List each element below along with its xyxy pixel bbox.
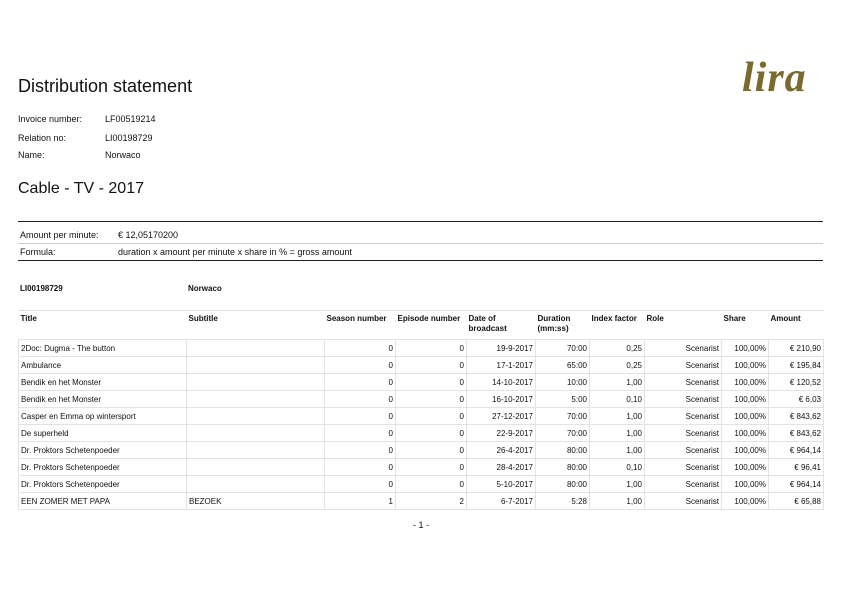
cell-duration: 65:00 — [536, 357, 590, 374]
cell-duration: 5:00 — [536, 391, 590, 408]
cell-role: Scenarist — [645, 476, 722, 493]
col-amount-header: Amount — [769, 311, 824, 340]
cell-episode: 0 — [396, 442, 467, 459]
invoice-number-value: LF00519214 — [105, 114, 156, 124]
cell-title: EEN ZOMER MET PAPA — [19, 493, 187, 510]
cell-date: 22-9-2017 — [467, 425, 536, 442]
cell-amount: € 210,90 — [769, 340, 824, 357]
cell-season: 0 — [325, 459, 396, 476]
cell-season: 0 — [325, 340, 396, 357]
cell-date: 5-10-2017 — [467, 476, 536, 493]
table-row — [19, 391, 824, 408]
cell-role: Scenarist — [645, 357, 722, 374]
cell-episode: 0 — [396, 476, 467, 493]
cell-index: 1,00 — [590, 374, 645, 391]
col-role-header: Role — [645, 311, 722, 340]
cell-date: 19-9-2017 — [467, 340, 536, 357]
cell-duration: 70:00 — [536, 408, 590, 425]
cell-amount: € 6,03 — [769, 391, 824, 408]
cell-episode: 0 — [396, 374, 467, 391]
cell-share: 100,00% — [722, 493, 769, 510]
cell-amount: € 120,52 — [769, 374, 824, 391]
cell-index: 1,00 — [590, 408, 645, 425]
table-row — [19, 459, 824, 476]
cell-subtitle: BEZOEK — [187, 493, 325, 510]
cell-role: Scenarist — [645, 493, 722, 510]
cell-title: Bendik en het Monster — [19, 391, 187, 408]
cell-title: Ambulance — [19, 357, 187, 374]
cell-season: 0 — [325, 425, 396, 442]
col-index-header: Index factor — [590, 311, 645, 340]
cell-season: 0 — [325, 357, 396, 374]
cell-date: 16-10-2017 — [467, 391, 536, 408]
cell-title: De superheld — [19, 425, 187, 442]
cell-subtitle — [187, 357, 325, 374]
cell-index: 1,00 — [590, 476, 645, 493]
page-number: - 1 - — [412, 520, 429, 530]
table-row — [19, 442, 824, 459]
cell-amount: € 195,84 — [769, 357, 824, 374]
cell-index: 0,25 — [590, 357, 645, 374]
cell-date: 17-1-2017 — [467, 357, 536, 374]
formula-top-divider — [18, 221, 823, 222]
formula-bottom-divider — [18, 260, 823, 261]
table-row — [19, 408, 824, 425]
cell-duration: 70:00 — [536, 425, 590, 442]
cell-share: 100,00% — [722, 391, 769, 408]
cell-date: 26-4-2017 — [467, 442, 536, 459]
cell-share: 100,00% — [722, 340, 769, 357]
cell-subtitle — [187, 476, 325, 493]
table-row — [19, 476, 824, 493]
cell-role: Scenarist — [645, 340, 722, 357]
cell-date: 6-7-2017 — [467, 493, 536, 510]
name-value: Norwaco — [105, 150, 141, 160]
cell-amount: € 964,14 — [769, 442, 824, 459]
cell-date: 28-4-2017 — [467, 459, 536, 476]
relation-id: LI00198729 — [20, 284, 63, 293]
cell-episode: 0 — [396, 425, 467, 442]
cell-amount: € 843,62 — [769, 408, 824, 425]
cell-share: 100,00% — [722, 425, 769, 442]
cell-amount: € 964,14 — [769, 476, 824, 493]
amount-per-minute-label: Amount per minute: — [20, 230, 99, 240]
cell-season: 0 — [325, 408, 396, 425]
cell-subtitle — [187, 442, 325, 459]
col-share-header: Share — [722, 311, 769, 340]
cell-episode: 0 — [396, 391, 467, 408]
col-duration-header: Duration (mm:ss) — [536, 311, 590, 340]
cell-amount: € 96,41 — [769, 459, 824, 476]
cell-subtitle — [187, 408, 325, 425]
formula-inner-divider — [18, 243, 823, 244]
cell-title: Dr. Proktors Schetenpoeder — [19, 476, 187, 493]
col-title-header: Title — [19, 311, 187, 340]
cell-share: 100,00% — [722, 357, 769, 374]
col-subtitle-header: Subtitle — [187, 311, 325, 340]
cell-episode: 2 — [396, 493, 467, 510]
cell-share: 100,00% — [722, 476, 769, 493]
section-title: Cable - TV - 2017 — [18, 180, 144, 197]
cell-episode: 0 — [396, 340, 467, 357]
col-date-header: Date of broadcast — [467, 311, 536, 340]
cell-share: 100,00% — [722, 442, 769, 459]
cell-season: 0 — [325, 391, 396, 408]
cell-index: 0,10 — [590, 459, 645, 476]
cell-role: Scenarist — [645, 425, 722, 442]
cell-index: 1,00 — [590, 425, 645, 442]
lira-logo: lira — [742, 55, 807, 101]
formula-label: Formula: — [20, 247, 56, 257]
cell-share: 100,00% — [722, 374, 769, 391]
cell-share: 100,00% — [722, 408, 769, 425]
cell-duration: 80:00 — [536, 476, 590, 493]
cell-share: 100,00% — [722, 459, 769, 476]
cell-duration: 10:00 — [536, 374, 590, 391]
cell-season: 0 — [325, 442, 396, 459]
table-row — [19, 357, 824, 374]
cell-role: Scenarist — [645, 442, 722, 459]
table-row — [19, 425, 824, 442]
document-title: Distribution statement — [18, 76, 193, 96]
name-label: Name: — [18, 150, 45, 160]
cell-duration: 5:28 — [536, 493, 590, 510]
table-row — [19, 493, 824, 510]
cell-role: Scenarist — [645, 374, 722, 391]
amount-per-minute-value: € 12,05170200 — [118, 230, 179, 240]
cell-title: Bendik en het Monster — [19, 374, 187, 391]
cell-duration: 80:00 — [536, 459, 590, 476]
cell-amount: € 843,62 — [769, 425, 824, 442]
cell-role: Scenarist — [645, 459, 722, 476]
cell-subtitle — [187, 374, 325, 391]
cell-episode: 0 — [396, 357, 467, 374]
relation-name: Norwaco — [188, 284, 222, 293]
cell-season: 1 — [325, 493, 396, 510]
cell-amount: € 65,88 — [769, 493, 824, 510]
cell-index: 0,10 — [590, 391, 645, 408]
cell-subtitle — [187, 391, 325, 408]
table-row — [19, 340, 824, 357]
cell-episode: 0 — [396, 408, 467, 425]
relation-no-value: LI00198729 — [105, 133, 153, 143]
cell-subtitle — [187, 459, 325, 476]
cell-role: Scenarist — [645, 408, 722, 425]
table-row — [19, 374, 824, 391]
cell-index: 1,00 — [590, 442, 645, 459]
cell-duration: 80:00 — [536, 442, 590, 459]
cell-season: 0 — [325, 476, 396, 493]
cell-episode: 0 — [396, 459, 467, 476]
cell-subtitle — [187, 340, 325, 357]
cell-title: 2Doc: Dugma - The button — [19, 340, 187, 357]
cell-date: 14-10-2017 — [467, 374, 536, 391]
cell-title: Dr. Proktors Schetenpoeder — [19, 459, 187, 476]
cell-subtitle — [187, 425, 325, 442]
cell-title: Casper en Emma op wintersport — [19, 408, 187, 425]
col-episode-header: Episode number — [396, 311, 467, 340]
col-season-header: Season number — [325, 311, 396, 340]
cell-duration: 70:00 — [536, 340, 590, 357]
table-header-row — [19, 311, 824, 340]
formula-value: duration x amount per minute x share in % = gross amount — [118, 247, 352, 257]
invoice-number-label: Invoice number: — [18, 114, 83, 124]
cell-date: 27-12-2017 — [467, 408, 536, 425]
cell-title: Dr. Proktors Schetenpoeder — [19, 442, 187, 459]
cell-index: 0,25 — [590, 340, 645, 357]
cell-role: Scenarist — [645, 391, 722, 408]
statement-table — [18, 310, 824, 510]
relation-no-label: Relation no: — [18, 133, 67, 143]
cell-index: 1,00 — [590, 493, 645, 510]
cell-season: 0 — [325, 374, 396, 391]
